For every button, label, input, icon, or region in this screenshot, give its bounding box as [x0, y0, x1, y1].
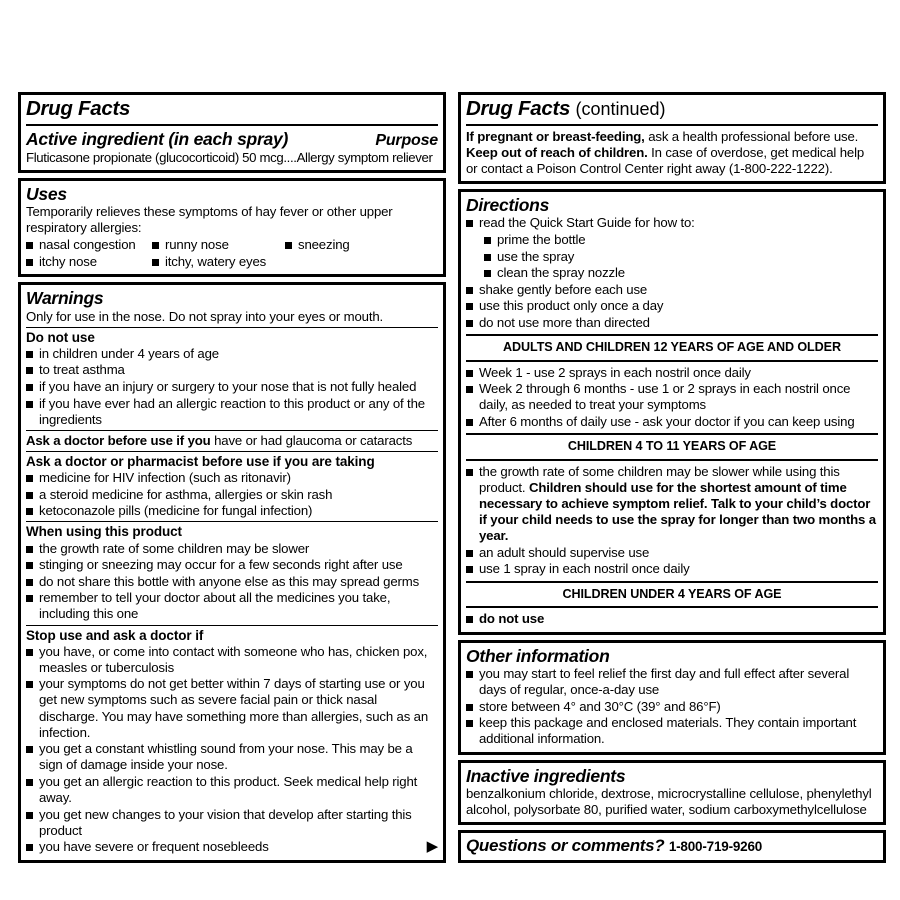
questions-line: [466, 836, 878, 856]
rule: [26, 327, 438, 328]
panel-directions: [458, 189, 886, 635]
pregnancy-warning: [466, 129, 878, 145]
questions-heading: Questions or comments?: [466, 836, 665, 856]
do-not-use-list: [26, 346, 438, 428]
pregnant-rest: ask a health professional before use.: [644, 128, 859, 144]
list-item: an adult should supervise use: [466, 545, 878, 561]
warnings-heading: Warnings: [26, 288, 104, 309]
growth-rate-bold-text: Children should use for the shortest amount of time necessary to achieve symptom relief. Talk to your child’s doctor if your child needs to use the spray for longer than two months a year.: [479, 479, 876, 544]
list-item: your symptoms do not get better within 7 days of starting use or you get new symptoms such as severe facial pain or thick nasal discharge. You may have something more than allergies, such as an infection.: [26, 676, 438, 740]
age-band-children-4-11: CHILDREN 4 TO 11 YEARS OF AGE: [567, 439, 777, 454]
other-information-list: [466, 666, 878, 747]
list-item: you may start to feel relief the first day and full effect after several days of regular, once-a-day use: [466, 666, 878, 698]
list-item: you have, or come into contact with someone who has, chicken pox, measles or tuberculosis: [26, 644, 438, 676]
list-item: medicine for HIV infection (such as ritonavir): [26, 470, 438, 486]
panel-questions-or-comments: [458, 830, 886, 863]
continued-suffix: (continued): [575, 99, 666, 119]
rule: [26, 625, 438, 626]
list-item: read the Quick Start Guide for how to:: [466, 215, 878, 231]
list-item: if you have ever had an allergic reaction to this product or any of the ingredients: [26, 396, 438, 428]
uses-item-spacer: [285, 253, 438, 270]
list-item: to treat asthma: [26, 362, 438, 378]
list-item: remember to tell your doctor about all the medicines you take, including this one: [26, 590, 438, 622]
uses-item: itchy nose: [26, 253, 152, 270]
list-item: clean the spray nozzle: [484, 265, 878, 281]
list-item: the growth rate of some children may be slower: [26, 541, 438, 557]
stop-use-heading: Stop use and ask a doctor if: [26, 627, 204, 643]
uses-item: itchy, watery eyes: [152, 253, 285, 270]
list-item: in children under 4 years of age: [26, 346, 438, 362]
uses-item: nasal congestion: [26, 236, 152, 253]
rule: [466, 433, 878, 435]
list-item: prime the bottle: [484, 232, 878, 248]
active-ingredient-heading: Active ingredient (in each spray): [26, 128, 289, 149]
keep-out-of-reach-warning: [466, 145, 878, 177]
list-item: ketoconazole pills (medicine for fungal infection): [26, 503, 438, 519]
ask-a-doctor-bold-lead: Ask a doctor before use if you: [26, 432, 211, 448]
list-item: Week 2 through 6 months - use 1 or 2 sprays in each nostril once daily, as needed to treat your symptoms: [466, 381, 878, 413]
ask-a-doctor-line: [26, 433, 438, 449]
rule: [26, 521, 438, 522]
rule: [466, 459, 878, 461]
when-using-list: [26, 541, 438, 623]
keep-out-rest: In case of overdose, get medical help or contact a Poison Control Center right away (1-800-222-1222).: [466, 145, 865, 177]
ask-pharmacist-list: [26, 470, 438, 519]
list-item: store between 4° and 30°C (39° and 86°F): [466, 699, 878, 715]
when-using-heading: When using this product: [26, 524, 182, 540]
age-band-adults: ADULTS AND CHILDREN 12 YEARS OF AGE AND OLDER: [503, 340, 841, 355]
ask-a-doctor-rest: have or had glaucoma or cataracts: [210, 432, 413, 448]
directions-sublist: [466, 232, 878, 281]
drug-facts-title-text: Drug Facts: [466, 97, 571, 120]
list-item: shake gently before each use: [466, 282, 878, 298]
active-ingredient-line: Fluticasone propionate (glucocorticoid) 50 mcg....Allergy symptom reliever: [26, 149, 433, 165]
list-item: Week 1 - use 2 sprays in each nostril once daily: [466, 365, 878, 381]
list-item-label: you have severe or frequent nosebleeds: [39, 839, 269, 855]
list-item: use the spray: [484, 249, 878, 265]
purpose-heading: Purpose: [375, 131, 438, 149]
rule: [466, 581, 878, 583]
ask-pharmacist-heading: Ask a doctor or pharmacist before use if you are taking: [26, 453, 375, 469]
adults-dosing-list: [466, 365, 878, 430]
other-information-heading: Other information: [466, 645, 610, 666]
uses-item: sneezing: [285, 236, 438, 253]
rule: [466, 360, 878, 362]
panel-other-information: [458, 640, 886, 755]
list-item: do not share this bottle with anyone else as this may spread germs: [26, 574, 438, 590]
list-item: you get an allergic reaction to this product. Seek medical help right away.: [26, 774, 438, 806]
right-column: [458, 92, 886, 863]
list-item: After 6 months of daily use - ask your doctor if you can keep using: [466, 414, 878, 430]
do-not-use-heading: Do not use: [26, 329, 95, 345]
directions-heading: Directions: [466, 195, 550, 216]
stop-use-list: [26, 644, 438, 856]
list-item: do not use: [466, 611, 878, 627]
list-item: if you have an injury or surgery to your nose that is not fully healed: [26, 379, 438, 395]
list-item: use this product only once a day: [466, 298, 878, 314]
inactive-ingredients-text: benzalkonium chloride, dextrose, microcrystalline cellulose, phenylethyl alcohol, polysorbate 80, purified water, sodium carboxymethylcellulose: [466, 786, 872, 818]
active-ingredient-heading-row: [26, 129, 438, 150]
list-item: keep this package and enclosed materials. They contain important additional information.: [466, 715, 878, 747]
rule: [466, 606, 878, 608]
uses-heading: Uses: [26, 183, 67, 204]
children-4-11-dosing-list: [466, 464, 878, 578]
list-item: [466, 464, 878, 544]
uses-item: runny nose: [152, 236, 285, 253]
panel-inactive-ingredients: [458, 760, 886, 825]
keep-out-bold: Keep out of reach of children.: [466, 145, 648, 161]
rule: [26, 451, 438, 452]
rule: [26, 124, 438, 126]
list-item: use 1 spray in each nostril once daily: [466, 561, 878, 577]
panel-uses: [18, 178, 446, 278]
drug-facts-title: Drug Facts: [26, 97, 131, 120]
directions-list-primary: [466, 215, 878, 231]
growth-rate-normal-text: the growth rate of some children may be slower while using this product.: [479, 463, 840, 495]
list-item: you get a constant whistling sound from your nose. This may be a sign of damage inside your nose.: [26, 741, 438, 773]
list-item: a steroid medicine for asthma, allergies or skin rash: [26, 487, 438, 503]
drug-facts-continued-title: [466, 98, 878, 121]
list-item: do not use more than directed: [466, 315, 878, 331]
uses-intro: Temporarily relieves these symptoms of hay fever or other upper respiratory allergies:: [26, 203, 393, 236]
age-band-children-under-4: CHILDREN UNDER 4 YEARS OF AGE: [562, 586, 782, 601]
children-under-4-dosing-list: [466, 611, 878, 627]
panel-drug-facts-header: [18, 92, 446, 173]
directions-list-secondary: [466, 282, 878, 331]
list-item: [26, 839, 438, 855]
inactive-ingredients-heading: Inactive ingredients: [466, 765, 626, 786]
drug-facts-label: [18, 92, 886, 856]
left-column: [18, 92, 446, 863]
rule: [26, 430, 438, 431]
list-item: you get new changes to your vision that develop after starting this product: [26, 807, 438, 839]
rule: [466, 334, 878, 336]
pregnant-bold: If pregnant or breast-feeding,: [466, 128, 645, 144]
continue-arrow-icon: ▶: [426, 838, 438, 856]
rule: [466, 124, 878, 126]
questions-phone-number[interactable]: 1-800-719-9260: [668, 839, 763, 855]
list-item: stinging or sneezing may occur for a few seconds right after use: [26, 557, 438, 573]
uses-symptom-grid: [26, 236, 438, 270]
panel-warnings: [18, 282, 446, 863]
panel-drug-facts-continued: [458, 92, 886, 184]
warnings-intro: Only for use in the nose. Do not spray into your eyes or mouth.: [26, 308, 384, 324]
